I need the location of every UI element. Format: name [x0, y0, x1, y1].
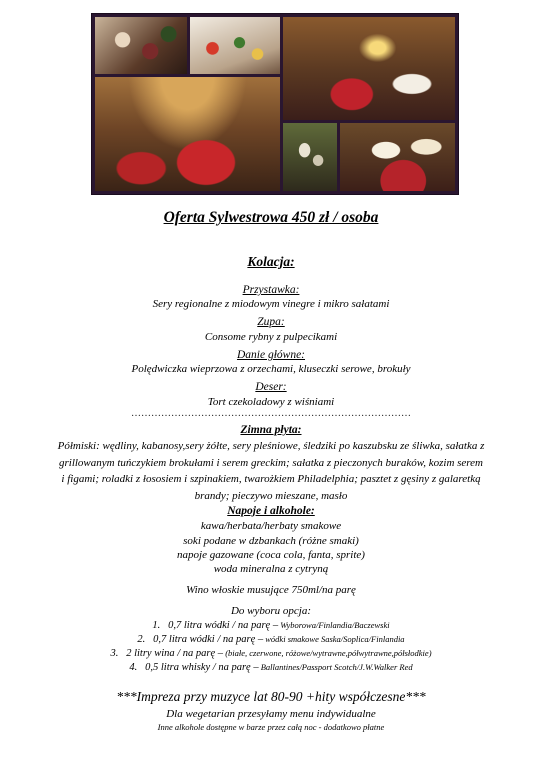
- cold-buffet-line: Półmiski: wędliny, kabanosy,sery żółte, sery pleśniowe, śledziki po kaszubsku ze śliwka, sałatka z: [57, 440, 485, 452]
- option-number: 2.: [137, 634, 146, 645]
- soup-label: Zupa:: [257, 316, 285, 328]
- option-detail: (białe, czerwone, różowe/wytrawne,półwytrawne,półsłodkie): [223, 648, 432, 658]
- main-course-text: Polędwiczka wieprzowa z orzechami, kluseczki serowe, brokuły: [131, 363, 411, 375]
- option-number: 4.: [129, 662, 138, 673]
- cold-buffet-line: grillowanym tuńczykiem brokułami i serem greckim; sałatka z pieczonych buraków, kozim serem: [58, 456, 484, 469]
- option-item: [0, 662, 542, 673]
- soup-text: Consome rybny z pulpecikami: [204, 331, 338, 343]
- option-main: 2 litry wina / na parę –: [126, 648, 224, 659]
- wine-glasses-photo: [283, 123, 337, 191]
- appetizer-label: Przystawka:: [242, 284, 300, 296]
- cold-buffet-line: brandy; pieczywo mieszane, masło: [194, 489, 348, 502]
- option-main: 0,7 litra wódki / na parę –: [168, 620, 279, 631]
- dessert-label: Deser:: [255, 381, 287, 393]
- option-item: [0, 648, 542, 659]
- drink-line: kawa/herbata/herbaty smakowe: [200, 520, 342, 532]
- canapes-photo: [190, 17, 280, 74]
- appetizer-text: Sery regionalne z miodowym vinegre i mikro sałatami: [152, 298, 390, 310]
- drink-line: soki podane w dzbankach (różne smaki): [183, 535, 359, 547]
- music-announcement: ***Impreza przy muzyce lat 80-90 +hity współczesne***: [116, 689, 426, 704]
- option-detail: wódki smakowe Saska/Soplica/Finlandia: [263, 634, 405, 644]
- extra-alcohol-note: Inne alkohole dostępne w barze przez całą noc - dodatkowo płatne: [157, 722, 385, 732]
- options-label: Do wyboru opcja:: [230, 605, 312, 617]
- main-course-label: Danie główne:: [236, 349, 306, 361]
- dinner-heading: Kolacja:: [247, 254, 295, 269]
- cold-buffet-line: i figami; roladki z łososiem i szpinakiem, twarożkiem Philadelphia; pasztet z gęsiny z galaretką: [61, 473, 481, 485]
- option-number: 3.: [110, 648, 119, 659]
- offer-title: Oferta Sylwestrowa 450 zł / osoba: [163, 209, 379, 226]
- restaurant-hall-photo: [283, 17, 455, 120]
- cold-buffet-text: [22, 438, 520, 504]
- drinks-heading: Napoje i alkohole:: [227, 505, 315, 517]
- option-main: 0,5 litra whisky / na parę –: [145, 662, 259, 673]
- option-main: 0,7 litra wódki / na parę –: [153, 634, 264, 645]
- option-detail: Ballantines/Passport Scotch/J.W.Walker Red: [258, 662, 413, 672]
- dessert-text: Tort czekoladowy z wiśniami: [207, 396, 335, 408]
- option-item: [0, 634, 542, 645]
- option-number: 1.: [152, 620, 161, 631]
- photo-collage: [92, 14, 458, 194]
- cold-buffet-heading: Zimna płyta:: [240, 424, 302, 436]
- vegetarian-note: Dla wegetarian przesyłamy menu indywidualne: [166, 708, 376, 720]
- drink-line: napoje gazowane (coca cola, fanta, sprite): [177, 549, 365, 561]
- option-detail: Wyborowa/Finlandia/Baczewski: [278, 620, 390, 630]
- table-setting-photo: [340, 123, 455, 191]
- dotted-separator: …………………………………………………………………………: [131, 408, 411, 419]
- option-item: [0, 620, 542, 631]
- wine-text: Wino włoskie musujące 750ml/na parę: [186, 584, 356, 596]
- drink-line: woda mineralna z cytryną: [213, 563, 329, 575]
- appetizer-platter-photo: [95, 17, 187, 74]
- cellar-dining-room-photo: [95, 77, 280, 191]
